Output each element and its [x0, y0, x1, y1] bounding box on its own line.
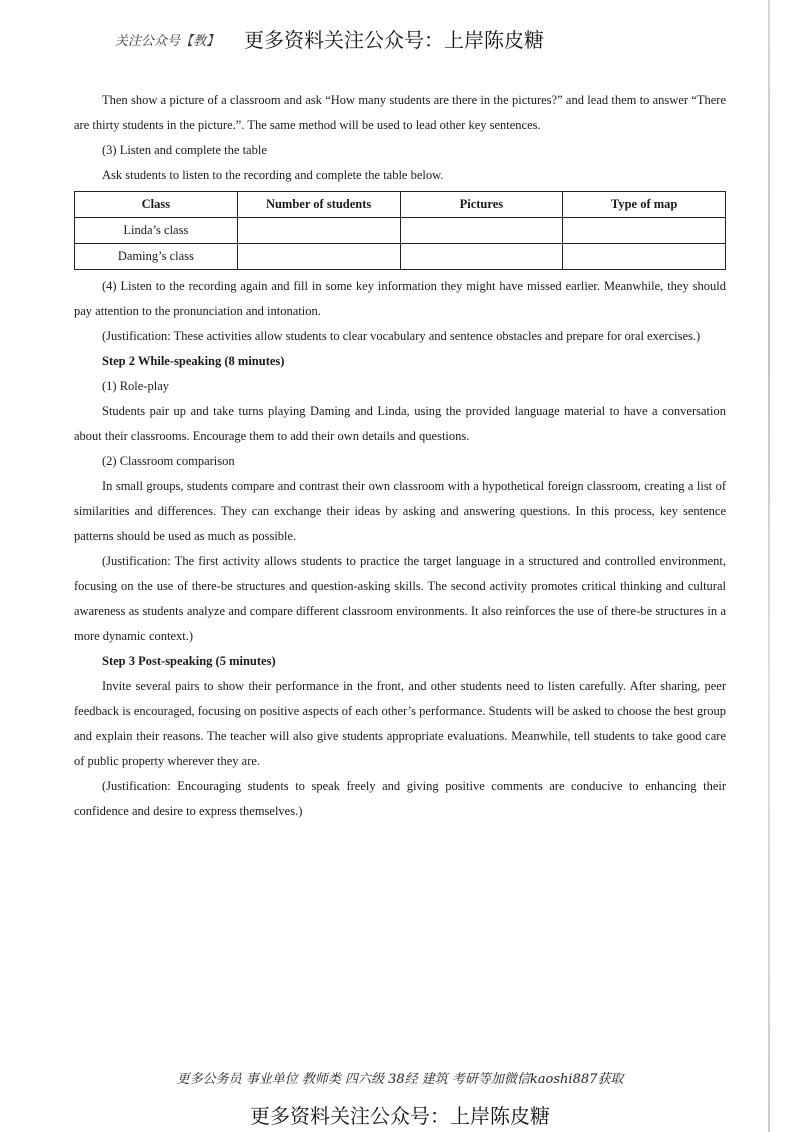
subheading-role-play: (1) Role-play	[102, 379, 169, 393]
subheading-classroom-comparison: (2) Classroom comparison	[102, 454, 235, 468]
page-header	[0, 24, 800, 56]
paragraph-classroom-comparison: In small groups, students compare and contrast their own classroom with a hypothetical foreign classroom, creating a list of similarities and differences. They can exchange their ideas by asking and answering questions. In this process, key sentence patterns should be used as much as possible.	[74, 479, 726, 543]
paragraph-justification-3: (Justification: Encouraging students to speak freely and giving positive comments are conducive to enhancing their confidence and desire to express themselves.)	[74, 779, 726, 818]
table-row	[75, 244, 726, 270]
table-cell	[400, 218, 563, 244]
paragraph-table-instruction: Ask students to listen to the recording and complete the table below.	[102, 168, 444, 182]
header-watermark-main: 更多资料关注公众号：上岸陈皮糖	[244, 28, 544, 52]
scan-edge-shadow	[768, 0, 770, 1132]
paragraph-listen-again: (4) Listen to the recording again and fill in some key information they might have missed earlier. Meanwhile, they should pay attention to the pronunciation and intonation.	[74, 279, 726, 318]
table-cell	[563, 244, 726, 270]
footer-watermark-main: 更多资料关注公众号：上岸陈皮糖	[250, 1104, 550, 1128]
paragraph-role-play: Students pair up and take turns playing Daming and Linda, using the provided language material to have a conversation about their classrooms. Encourage them to add their own details and questions.	[74, 404, 726, 443]
heading-step-3: Step 3 Post-speaking (5 minutes)	[102, 654, 276, 668]
table-cell: Linda’s class	[75, 218, 238, 244]
paragraph-justification-2: (Justification: The first activity allows students to practice the target language in a structured and controlled environment, focusing on the use of there-be structures and question-asking skills. The second activity promotes critical thinking and cultural awareness as students analyze and compare different classroom environments. It also reinforces the use of there-be structures in a more dynamic context.)	[74, 554, 726, 643]
table-cell	[237, 218, 400, 244]
footer-watermark-line: 更多公务员 事业单位 教师类 四六级 38经 建筑 考研等加微信kaoshi887获取	[176, 1072, 624, 1087]
header-watermark-left: 关注公众号【教】	[115, 34, 220, 49]
table-header-cell: Number of students	[237, 192, 400, 218]
table-cell: Daming’s class	[75, 244, 238, 270]
table-header-cell: Type of map	[563, 192, 726, 218]
table-cell	[237, 244, 400, 270]
heading-step-2: Step 2 While-speaking (8 minutes)	[102, 354, 285, 368]
table-cell	[400, 244, 563, 270]
table-header-row	[75, 192, 726, 218]
table-header-cell: Pictures	[400, 192, 563, 218]
paragraph-justification-1: (Justification: These activities allow students to clear vocabulary and sentence obstacles and prepare for oral exercises.)	[102, 329, 701, 343]
paragraph-post-speaking: Invite several pairs to show their performance in the front, and other students need to listen carefully. After sharing, peer feedback is encouraged, focusing on positive aspects of each other’s performance. Students will be asked to choose the best group and explain their reasons. The teacher will also give students appropriate evaluations. Meanwhile, tell students to take good care of public property wherever they are.	[74, 679, 726, 768]
listening-table	[74, 191, 726, 270]
subheading-listen-complete: (3) Listen and complete the table	[102, 143, 267, 157]
paragraph-intro: Then show a picture of a classroom and ask “How many students are there in the pictures?” and lead them to answer “There are thirty students in the picture.”. The same method will be used to lead other key sentences.	[74, 93, 726, 132]
table-row	[75, 218, 726, 244]
document-body	[74, 88, 726, 824]
table-header-cell: Class	[75, 192, 238, 218]
table-cell	[563, 218, 726, 244]
